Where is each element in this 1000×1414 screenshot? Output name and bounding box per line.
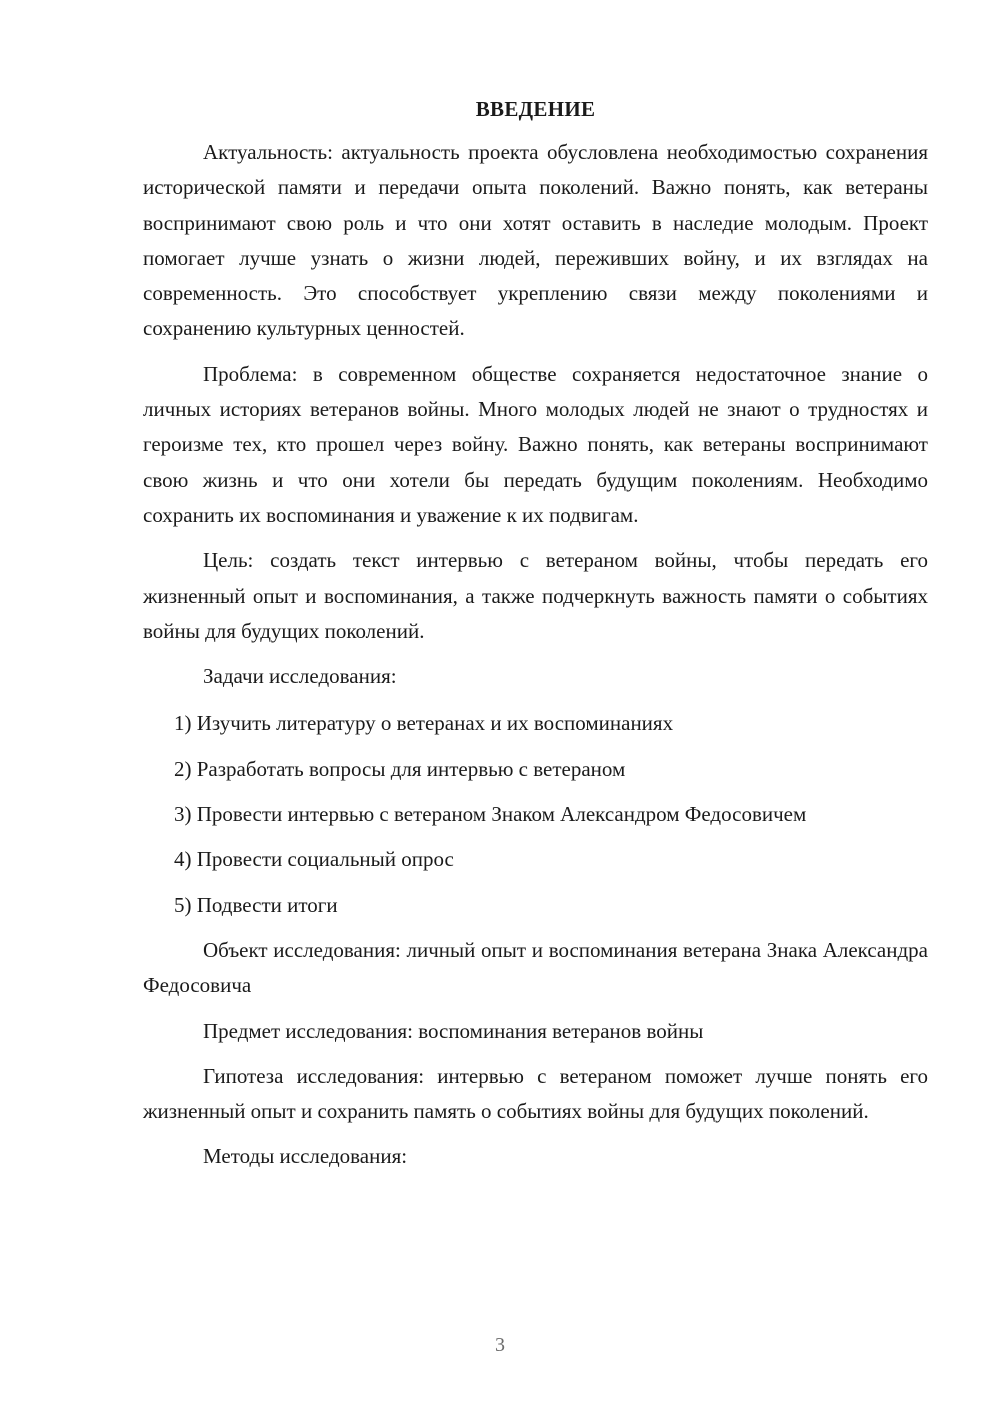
task-item-5: 5) Подвести итоги [174, 892, 338, 917]
task-item-1: 1) Изучить литературу о ветеранах и их воспоминаниях [174, 711, 674, 736]
task-item-4: 4) Провести социальный опрос [174, 847, 454, 872]
methods-title: Методы исследования: [203, 1144, 408, 1169]
tasks-title: Задачи исследования: [203, 664, 397, 689]
task-item-2: 2) Разработать вопросы для интервью с ветераном [174, 756, 626, 781]
section-heading: ВВЕДЕНИЕ [475, 97, 596, 121]
object-paragraph: Объект исследования: личный опыт и воспоминания ветерана Знака Александра Федосовича [143, 937, 928, 998]
subject-paragraph: Предмет исследования: воспоминания ветеранов войны [203, 1018, 704, 1043]
goal-paragraph: Цель: создать текст интервью с ветераном войны, чтобы передать его жизненный опыт и воспоминания, а также подчеркнуть важность памяти о событиях войны для будущих поколений. [143, 548, 928, 643]
document-page [143, 95, 928, 1185]
page-number: 3 [495, 1334, 505, 1356]
task-item-3: 3) Провести интервью с ветераном Знаком Александром Федосовичем [174, 802, 807, 827]
hypothesis-paragraph: Гипотеза исследования: интервью с ветераном поможет лучше понять его жизненный опыт и сохранить память о событиях войны для будущих поколений. [143, 1063, 928, 1124]
relevance-paragraph: Актуальность: актуальность проекта обусловлена необходимостью сохранения исторической памяти и передачи опыта поколений. Важно понять, как ветераны воспринимают свою роль и что они хотят оставить в наследие молодым. Проект помогает лучше узнать о жизни людей, переживших войну, и их взглядах на современность. Это способствует укреплению связи между поколениями и сохранению культурных ценностей. [143, 140, 928, 341]
tasks-list [143, 706, 928, 922]
problem-paragraph: Проблема: в современном обществе сохраняется недостаточное знание о личных историях ветеранов войны. Много молодых людей не знают о трудностях и героизме тех, кто прошел через войну. Важно понять, как ветераны воспринимают свою жизнь и что они хотели бы передать будущим поколениям. Необходимо сохранить их воспоминания и уважение к их подвигам. [143, 361, 928, 527]
